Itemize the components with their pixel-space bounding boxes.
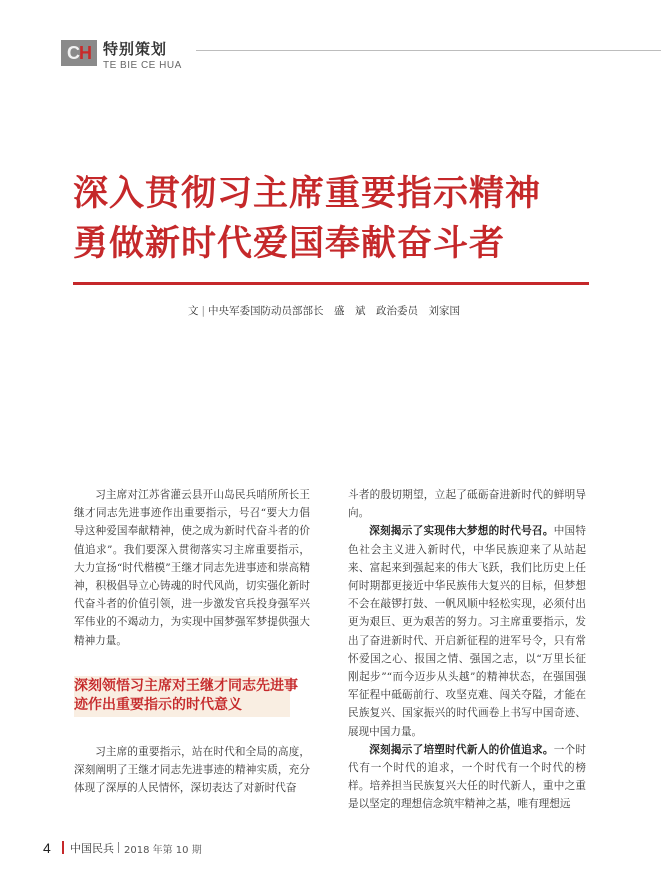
point-paragraph-2 — [348, 741, 586, 814]
headline-line-2: 勇做新时代爱国奉献奋斗者 — [73, 224, 506, 264]
left-column — [74, 486, 310, 650]
headline-underline — [73, 282, 589, 285]
right-column — [348, 486, 586, 814]
body-paragraph: 习主席的重要指示，站在时代和全局的高度，深刻阐明了王继才同志先进事迹的精神实质，充分体现了深厚的人民情怀，深切表达了对新时代奋 — [74, 746, 310, 795]
point-body-2: 一个时代有一个时代的追求，一个时代有一个时代的榜样。培养担当民族复兴大任的时代新人，重中之重是以坚定的理想信念筑牢精神之基，唯有理想远 — [348, 743, 587, 811]
page-number: 4 — [43, 840, 51, 856]
byline — [188, 303, 460, 318]
point-paragraph-1 — [348, 522, 586, 740]
left-column-lower — [74, 743, 310, 798]
headline-line-1: 深入贯彻习主席重要指示精神 — [73, 174, 542, 214]
section-subhead: 深刻领悟习主席对王继才同志先进事迹作出重要指示的时代意义 — [74, 678, 298, 713]
issue-label: 2018 年第 10 期 — [124, 845, 202, 856]
section-pinyin: TE BIE CE HUA — [103, 60, 182, 71]
footer-divider — [118, 842, 119, 853]
byline-separator: | — [201, 305, 206, 317]
footer-red-bar — [62, 841, 64, 854]
badge-letter-h: H — [79, 42, 91, 63]
section-badge — [61, 40, 97, 66]
magazine-name: 中国民兵 — [70, 842, 114, 855]
badge-letter-c: C — [67, 42, 79, 63]
section-title: 特别策划 — [103, 40, 168, 58]
point-body-1: 中国特色社会主义进入新时代，中华民族迎来了从站起来、富起来到强起来的伟大飞跃，我们比历史上任何时期都更接近中华民族伟大复兴的目标，但梦想不会在敲锣打鼓、一帆风顺中轻松实现，必须付出更为艰巨、更为艰苦的努力。习主席重要指示，发出了奋进新时代、开启新征程的进军号令，只有常怀爱国之心、报国之情、强国之志，以“万里长征刚起步”“而今迈步从头越”的精神状态，在强国强军征程中砥砺前行、攻坚克难、闯关夺隘，才能在民族复兴、国家振兴的时代画卷上书写中国奇迹、展现中国力量。 — [348, 525, 587, 738]
continued-paragraph: 斗者的殷切期望，立起了砥砺奋进新时代的鲜明导向。 — [348, 489, 586, 520]
intro-paragraph: 习主席对江苏省灌云县开山岛民兵哨所所长王继才同志先进事迹作出重要指示，号召“要大力倡导这种爱国奉献精神，使之成为新时代奋斗者的价值追求”。我们要深入贯彻落实习主席重要指示，大力宣扬“时代楷模”王继才同志先进事迹和崇高精神，积极倡导立心铸魂的时代风尚，切实强化新时代奋斗者的价值引领，进一步激发官兵投身强军兴军伟业的不竭动力，为实现中国梦强军梦提供强大精神力量。 — [74, 489, 310, 647]
point-lead-1: 深刻揭示了实现伟大梦想的时代号召。 — [369, 525, 554, 538]
byline-authors: 中央军委国防动员部部长 盛 斌 政治委员 刘家国 — [208, 305, 461, 317]
section-rule — [196, 50, 661, 51]
point-lead-2: 深刻揭示了培塑时代新人的价值追求。 — [369, 743, 554, 756]
byline-prefix: 文 — [188, 305, 199, 317]
